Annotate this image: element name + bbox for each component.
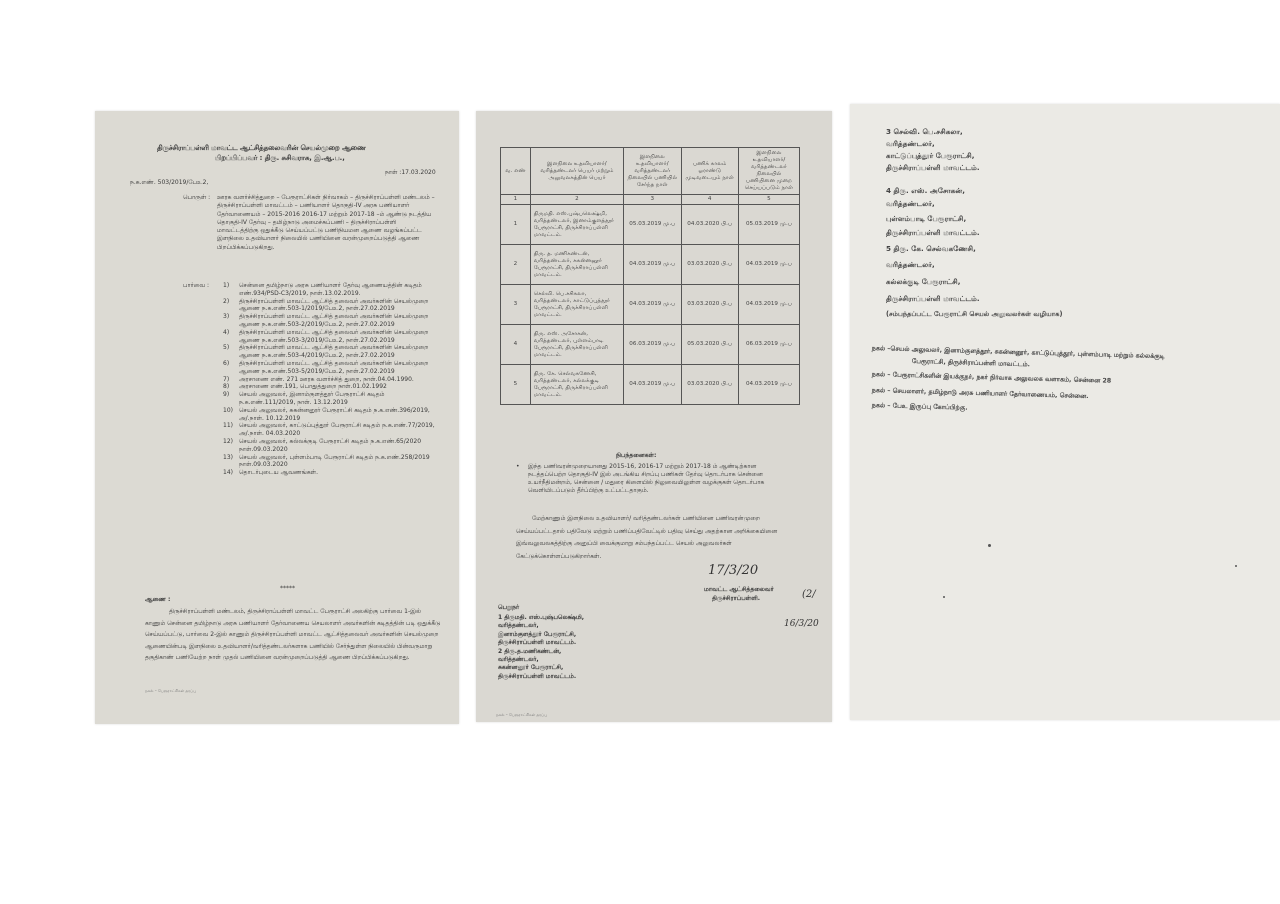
row-reg-date: 04.03.2019 மு.ப — [738, 245, 799, 285]
collector-signature: 17/3/20 — [708, 563, 759, 578]
address-line: வரித்தண்டலர், — [886, 260, 935, 269]
address-line: திருச்சிராப்பள்ளி மாவட்டம். — [886, 228, 980, 237]
speck — [1235, 565, 1237, 567]
ref-item: 9) செயல் அலுவலர், இனாம்குளத்தூர் பேரூராட்சி கடிதம் ந.க.எண்.111/2019, நாள். 13.12.2019 — [223, 391, 385, 406]
table-subheader: 3 — [624, 195, 681, 205]
row-number: 2 — [501, 245, 531, 285]
copy-line: நகல் – பேஉ இருப்பு கோப்பிற்கு. — [871, 401, 968, 412]
copy-line: நகல் –செயல் அலுவலர், இனாம்குளத்தூர், சுகன்னனூர், காட்டுப்புத்தூர், புள்ளம்பாடி மற்றும் கல்லக்குடி — [871, 344, 1165, 361]
order-issuer: பிறப்பிப்பவர் : திரு. சுசிவராசு, இ.ஆ.ப., — [215, 154, 345, 162]
copy-line: பேரூராட்சி, திருச்சிராப்பள்ளி மாவட்டம். — [911, 357, 1031, 369]
subject-label: பொருள் : — [183, 194, 211, 201]
table-row — [501, 245, 800, 285]
speck — [988, 544, 991, 547]
recipient-line: 2 திரு.த.மணிகண்டன், — [498, 647, 562, 655]
recipient-line: சுகன்னனூர் பேரூராட்சி, — [498, 664, 564, 672]
ref-item: 7) அரசாணை எண். 271 ஊரக வளர்ச்சித் துறை, நாள்.04.04.1990. — [223, 375, 414, 383]
row-end-date: 03.03.2020 பி.ப — [681, 245, 738, 285]
address-line: கல்லக்குடி பேரூராட்சி, — [886, 277, 961, 286]
document-page-1 — [95, 111, 459, 724]
refs-list — [223, 282, 441, 477]
row-name: திரு. கே. செல்வகணேசி, வரித்தண்டலர், கல்லக்குடி பேரூராட்சி, திருச்சிராப்பள்ளி மாவட்டம். — [530, 365, 623, 405]
table-header: பணிக் காலம் ஓராண்டு முடிவடையும் நாள் — [681, 148, 738, 195]
ref-item: 14) தொடர்புடைய ஆவணங்கள். — [223, 469, 318, 477]
address-line: திருச்சிராப்பள்ளி மாவட்டம். — [886, 163, 980, 172]
table-subheader: 4 — [681, 195, 738, 205]
table-row — [501, 285, 800, 325]
order-ref-no: ந.க.எண். 503/2019/பேஉ2, — [130, 179, 209, 186]
address-note: (சம்பந்தப்பட்ட பேரூராட்சி செயல் அலுவலர்கள் வழியாக) — [886, 310, 1063, 318]
recipient-line: வரித்தண்டலர், — [498, 622, 539, 630]
address-line: வரித்தண்டலர், — [886, 199, 935, 208]
address-line: புள்ளம்பாடி பேரூராட்சி, — [886, 214, 967, 223]
table-row — [501, 205, 800, 245]
row-number: 5 — [501, 365, 531, 405]
table-header: இளநிலை உதவியாளர்/ வரித்தண்டலர் நிலையில் பணியில் சேர்ந்த நாள் — [624, 148, 681, 195]
address-line: 3 செல்வி. பெ.சசிகலா, — [886, 127, 963, 136]
table-subheader: 1 — [501, 195, 531, 205]
recipient-line: திருச்சிராப்பள்ளி மாவட்டம். — [498, 639, 577, 647]
ref-item: 5) திருச்சிராப்பள்ளி மாவட்ட ஆட்சித் தலைவர் அவர்களின் செயல்முறை ஆணை ந.க.எண்.503-4/2019/பேஉ2, நாள்.27.02.2019 — [223, 344, 429, 360]
row-number: 4 — [501, 325, 531, 365]
sign-title: மாவட்ட ஆட்சித்தலைவர் — [704, 586, 774, 593]
table-subheader: 5 — [738, 195, 799, 205]
row-reg-date: 05.03.2019 மு.ப — [738, 205, 799, 245]
ref-item: 2) திருச்சிராப்பள்ளி மாவட்ட ஆட்சித் தலைவர் அவர்களின் செயல்முறை ஆணை ந.க.எண்.503-1/2019/பேஉ2, நாள்.27.02.2019 — [223, 297, 429, 313]
refs-label: பார்வை : — [183, 282, 210, 289]
document-page-3 — [850, 104, 1280, 720]
document-page-2 — [476, 111, 832, 722]
row-number: 3 — [501, 285, 531, 325]
subject-text: ஊரக வளர்ச்சித்துறை – பேரூராட்சிகள் நிர்வாகம் – திருச்சிராப்பள்ளி மண்டலம் – திருச்சிராப்பள்ளி மாவட்டம் – பணியாளர் தொகுதி-IV அரசு பணியாளர் தேர்வாணையம் – 2015-2016 2016-17 மற்றும் 2017-18 –ம் ஆண்டு நடத்திய தொகுதி-IV தேர்வு – தமிழ்நாடு அமைச்சுப்பணி – திருச்சிராப்பள்ளி மாவட்டத்திற்கு ஒதுக்கீடு செய்யப்பட்டு பணிநியமன ஆணை வழங்கப்பட்ட இளநிலை உதவியாளர் நிலையில் பணியினை வரன்முறைப்படுத்தி ஆணை பிறப்பிக்கப்படுகிறது. — [217, 194, 435, 251]
page-footer: நகல் – பேரூராட்சிகள் தரப்பு — [145, 688, 197, 693]
ref-item: 1) சென்னை தமிழ்நாடு அரசு பணியாளர் தேர்வு ஆணையத்தின் கடிதம் எண்.934/PSD-C3/2019, நாள்.13.02.2019. — [223, 282, 422, 297]
address-line: வரித்தண்டலர், — [886, 139, 935, 148]
condition-note: இந்த பணிவரன்முறையானது 2015-16, 2016-17 மற்றும் 2017-18 ம் ஆண்டிற்கான நடத்தப்பெற்ற தொகுதி-IV இல் அடங்கிய சிறப்பு பணிகள் தேர்வு தொடர்பாக சென்னை உயர்நீதிமன்றம், சென்னை / மதுரை கிளையில் நிலுவையிலுள்ள வழக்குகள் தொடர்பாக வெளியிடப்படும் தீர்ப்பிற்கு உட்பட்டதாகும். — [528, 463, 765, 494]
table-header: இளநிலை உதவியாளர்/ வரித்தண்டலர் நிலையில் பணியினை முறை செய்யப்படும் நாள் — [738, 148, 799, 195]
recipient-line: வரித்தண்டலர், — [498, 656, 539, 664]
row-end-date: 03.03.2020 பி.ப — [681, 285, 738, 325]
row-join-date: 06.03.2019 மு.ப — [624, 325, 681, 365]
row-end-date: 05.03.2020 பி.ப — [681, 325, 738, 365]
row-name: திரு. த. மணிகண்டன், வரித்தண்டலர், சுகன்னனூர் பேரூராட்சி, திருச்சிராப்பள்ளி மாவட்டம். — [530, 245, 623, 285]
row-end-date: 04.03.2020 பி.ப — [681, 205, 738, 245]
page-mark: (2/ — [802, 589, 816, 600]
row-join-date: 04.03.2019 மு.ப — [624, 285, 681, 325]
recipient-line: திருச்சிராப்பள்ளி மாவட்டம். — [498, 672, 577, 680]
row-join-date: 05.03.2019 மு.ப — [624, 205, 681, 245]
row-join-date: 04.03.2019 மு.ப — [624, 365, 681, 405]
address-line: திருச்சிராப்பள்ளி மாவட்டம். — [886, 294, 980, 303]
ref-item: 11) செயல் அலுவலர், காட்டுப்புத்தூர் பேரூராட்சி கடிதம் ந.க.எண்.77/2019, அ/.நாள். 04.03.2020 — [223, 422, 435, 438]
ref-item: 13) செயல் அலுவலர், புள்ளம்பாடி பேரூராட்சி கடிதம் ந.க.எண்.258/2019 நாள்.09.03.2020 — [223, 453, 430, 469]
order-date: நாள் :17.03.2020 — [385, 169, 436, 176]
ref-item: 10) செயல் அலுவலர், சுகன்னனூர் பேரூராட்சி கடிதம் ந.க.எண்.396/2019, அ/.நாள். 10.12.2019 — [223, 406, 430, 422]
ref-item: 6) திருச்சிராப்பள்ளி மாவட்ட ஆட்சித் தலைவர் அவர்களின் செயல்முறை ஆணை ந.க.எண்.503-5/2019/பேஉ2, நாள்.27.02.2019 — [223, 359, 429, 375]
sign-place: திருச்சிராப்பள்ளி. — [712, 595, 760, 602]
recipient-line: இனாம்குளத்தூர் பேரூராட்சி, — [498, 630, 577, 638]
copy-line: நகல் – பேரூராட்சிகளின் இயக்குநர், நகர் நிர்வாக அலுவலக வளாகம், சென்னை 28 — [871, 370, 1112, 385]
row-number: 1 — [501, 205, 531, 245]
table-subheader: 2 — [530, 195, 623, 205]
row-name: செல்வி. பெ.சசிகலா, வரித்தண்டலர், காட்டுப்புத்தூர் பேரூராட்சி, திருச்சிராப்பள்ளி மாவட்டம். — [530, 285, 623, 325]
copy-line: நகல் – செயலாளர், தமிழ்நாடு அரசு பணியாளர் தேர்வாணையம், சென்னை. — [871, 386, 1089, 401]
address-line: காட்டுப்புத்தூர் பேரூராட்சி, — [886, 151, 975, 160]
ref-item: 3) திருச்சிராப்பள்ளி மாவட்ட ஆட்சித் தலைவர் அவர்களின் செயல்முறை ஆணை ந.க.எண்.503-2/2019/பேஉ2, நாள்.27.02.2019 — [223, 313, 429, 328]
page-footer: நகல் – பேரூராட்சிகள் தரப்பு — [496, 712, 548, 717]
ref-item: 12) செயல் அலுவலர், கல்லக்குடி பேரூராட்சி கடிதம் ந.க.எண்.65/2020 நாள்.09.03.2020 — [223, 437, 422, 453]
row-reg-date: 04.03.2019 மு.ப — [738, 365, 799, 405]
address-line: 4 திரு. எஸ். அசோகன், — [886, 186, 965, 195]
row-join-date: 04.03.2019 மு.ப — [624, 245, 681, 285]
bullet: • — [516, 463, 520, 470]
order-body: திருச்சிராப்பள்ளி மண்டலம், திருச்சிராப்பள்ளி மாவட்ட பேரூராட்சி அலகிற்கு பார்வை 1-இல் காணும் சென்னை தமிழ்நாடு அரசு பணியாளர் தேர்வாணைய செயலாளர் அவர்களின் கடிதத்தின் படி ஒதுக்கீடு செய்யப்பட்டு, பார்வை 2-இல் காணும் திருச்சிராப்பள்ளி மாவட்ட ஆட்சித்தலைவர் அவர்களின் செயல்முறை ஆணையின்படி இளநிலை உதவியாளர்/வரித்தண்டலர்களாக பணியில் சேர்ந்துள்ள நிலையில் பின்வருமாறு தகுதிகாண் பணியேற்ற நாள் முதல் பணியினை வரன்முறைப்படுத்தி ஆணை பிறப்பிக்கப்படுகிறது. — [145, 608, 441, 661]
order-title: திருச்சிராப்பள்ளி மாவட்ட ஆட்சித்தலைவரின் செயல்முறை ஆணை — [157, 144, 366, 152]
row-reg-date: 04.03.2019 மு.ப — [738, 285, 799, 325]
initial-signature: 16/3/20 — [784, 619, 819, 629]
row-reg-date: 06.03.2019 மு.ப — [738, 325, 799, 365]
recipient-line: 1 திருமதி. எஸ்.புஷ்பலெக்ஷ்மி, — [498, 614, 585, 621]
ref-item: 8) அரசாணை எண்.191, பொதுத்துறை நாள்.01.02.1992 — [223, 383, 387, 391]
instruction-paragraph: மேற்காணும் இளநிலை உதவியாளர்/ வரித்தண்டலர்கள் பணியினை பணிவரன்முறை செய்யப்பட்டதால் பதிவேடு மற்றும் பணிப்பதிவேட்டில் பதிவு செய்து அதற்கான அறிக்கையினை இவ்வலுவலகத்திற்கு அனுப்பி வைக்குமாறு சம்பந்தப்பட்ட செயல் அலுவலர்கள் கேட்டுக்கொள்ளப்படுகிறார்கள். — [516, 515, 778, 560]
table-row — [501, 325, 800, 365]
recipient-list — [498, 614, 658, 681]
order-label: ஆணை : — [145, 596, 171, 603]
recipient-label: பெறுநர் — [498, 604, 520, 611]
table-header: வ. எண் — [501, 148, 531, 195]
row-name: திரு. எஸ். அசோகன், வரித்தண்டலர், புள்ளம்பாடி பேரூராட்சி, திருச்சிராப்பள்ளி மாவட்டம். — [530, 325, 623, 365]
address-line: 5 திரு. கே. செல்வகணேசி, — [886, 244, 976, 253]
stars-divider: ***** — [280, 585, 295, 592]
table-row — [501, 365, 800, 405]
regularisation-table — [500, 147, 800, 405]
table-header: இளநிலை உதவியாளர்/ வரித்தண்டலர் பெயர் மற்றும் அலுவலகத்தின் பெயர் — [530, 148, 623, 195]
ref-item: 4) திருச்சிராப்பள்ளி மாவட்ட ஆட்சித் தலைவர் அவர்களின் செயல்முறை ஆணை ந.க.எண்.503-3/2019/பேஉ2, நாள்.27.02.2019 — [223, 328, 429, 344]
row-end-date: 03.03.2020 பி.ப — [681, 365, 738, 405]
row-name: திருமதி. எஸ்.புஷ்பலெக்ஷ்மி, வரித்தண்டலர், இனாம்குளத்தூர் பேரூராட்சி, திருச்சிராப்பள்ளி மாவட்டம். — [530, 205, 623, 245]
conditions-label: நிபந்தனைகள்: — [616, 452, 657, 459]
speck — [943, 596, 945, 598]
